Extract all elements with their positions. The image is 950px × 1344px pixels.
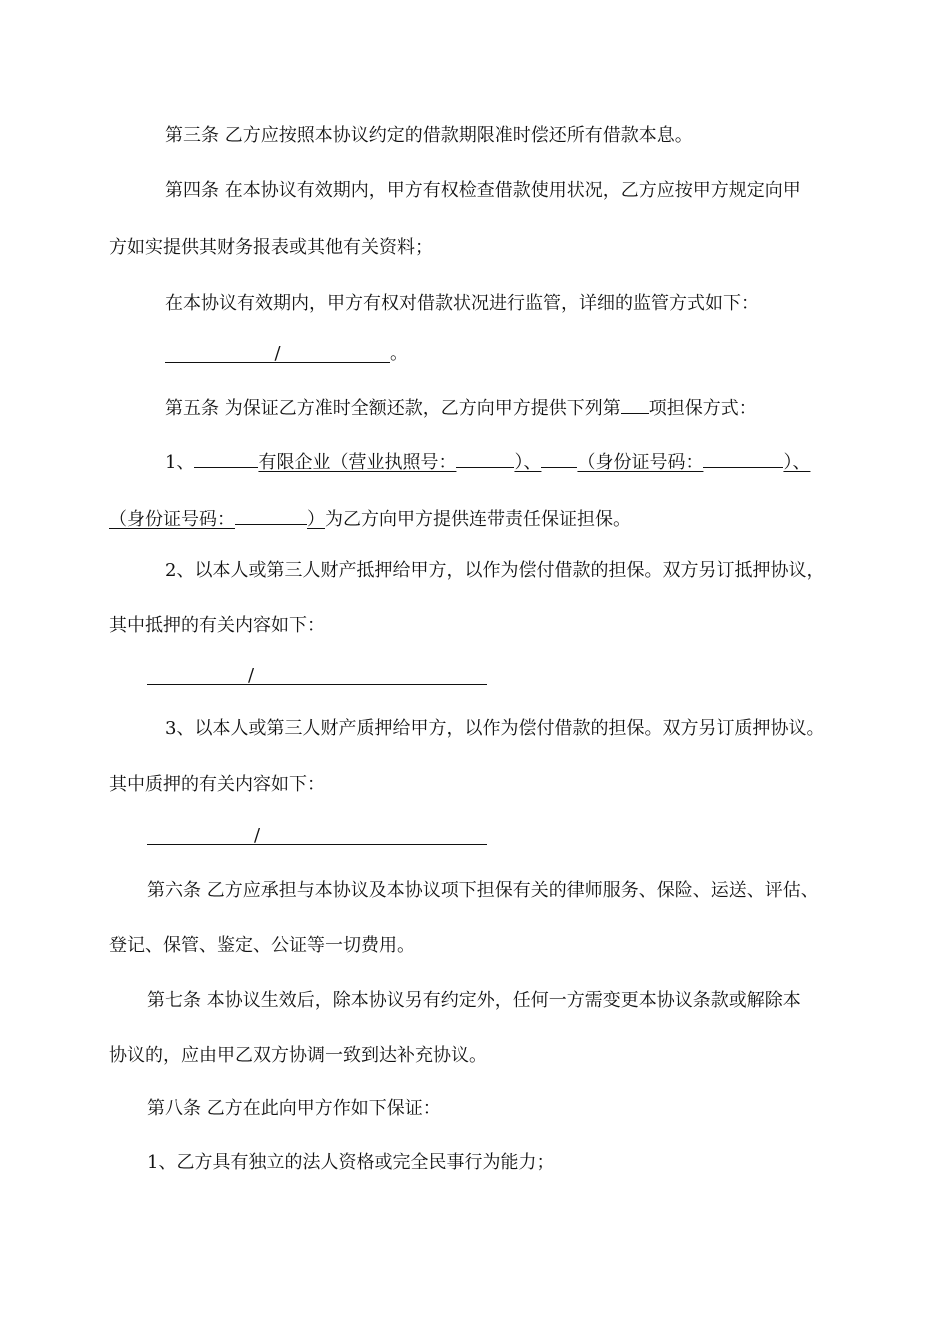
guarantee-1-line-2 <box>109 504 631 532</box>
guarantee-3-line-2: 其中质押的有关内容如下： <box>109 774 325 795</box>
article-7-line-1: 第七条 本协议生效后，除本协议另有约定外，任何一方需变更本协议条款或解除本 <box>147 990 801 1011</box>
guarantee-1-line-1 <box>165 447 810 475</box>
license-number-blank[interactable] <box>456 447 514 468</box>
guarantee-2-line-2: 其中抵押的有关内容如下： <box>109 615 325 636</box>
blank-slash: / <box>274 343 281 364</box>
article-7-line-2: 协议的，应由甲乙双方协调一致到达补充协议。 <box>109 1045 487 1066</box>
article-5-text: 第五条 为保证乙方准时全额还款，乙方向甲方提供下列第 <box>165 398 621 419</box>
supervision-blank <box>165 342 408 366</box>
blank-period: 。 <box>390 343 408 364</box>
id-label: （身份证号码： <box>109 509 235 530</box>
blank-slash: / <box>247 665 255 686</box>
id-number-blank[interactable] <box>235 504 307 525</box>
pledge-blank-line <box>147 824 487 848</box>
blank-slash: / <box>253 825 261 846</box>
guarantee-1-tail: 为乙方向甲方提供连带责任保证担保。 <box>325 509 631 530</box>
close-paren: ）、 <box>783 452 811 473</box>
article-8-item-1: 1、乙方具有独立的法人资格或完全民事行为能力； <box>147 1152 555 1173</box>
id-number-blank[interactable] <box>703 447 783 468</box>
guarantee-3-line-1: 3、以本人或第三人财产质押给甲方，以作为偿付借款的担保。双方另订质押协议。 <box>165 718 825 739</box>
company-name-blank[interactable] <box>194 447 258 468</box>
mortgage-blank-line <box>147 664 487 688</box>
article-6-line-2: 登记、保管、鉴定、公证等一切费用。 <box>109 935 415 956</box>
fill-in-blank[interactable] <box>165 342 390 363</box>
id-label: （身份证号码： <box>577 452 704 473</box>
article-5 <box>165 393 757 421</box>
guarantee-2-line-1: 2、以本人或第三人财产抵押给甲方，以作为偿付借款的担保。双方另订抵押协议， <box>165 560 825 581</box>
fill-in-blank[interactable] <box>147 664 487 685</box>
fill-in-blank[interactable] <box>147 824 487 845</box>
article-4-supervision: 在本协议有效期内，甲方有权对借款状况进行监管，详细的监管方式如下： <box>165 293 759 314</box>
guarantee-number-blank[interactable] <box>621 393 649 414</box>
article-5-text-end: 项担保方式： <box>648 398 757 419</box>
article-6-line-1: 第六条 乙方应承担与本协议及本协议项下担保有关的律师服务、保险、运送、评估、 <box>147 880 819 901</box>
article-4-line-1: 第四条 在本协议有效期内，甲方有权检查借款使用状况，乙方应按甲方规定向甲 <box>165 180 801 201</box>
company-license-label: 有限企业（营业执照号： <box>258 452 457 473</box>
article-4-line-2: 方如实提供其财务报表或其他有关资料； <box>109 237 433 258</box>
guarantee-1-prefix: 1、 <box>165 452 195 473</box>
close-paren: ）、 <box>514 452 542 473</box>
close-paren: ） <box>307 509 325 530</box>
guarantor-name-blank[interactable] <box>541 447 577 468</box>
article-8: 第八条 乙方在此向甲方作如下保证： <box>147 1098 441 1119</box>
article-3: 第三条 乙方应按照本协议约定的借款期限准时偿还所有借款本息。 <box>165 125 693 146</box>
